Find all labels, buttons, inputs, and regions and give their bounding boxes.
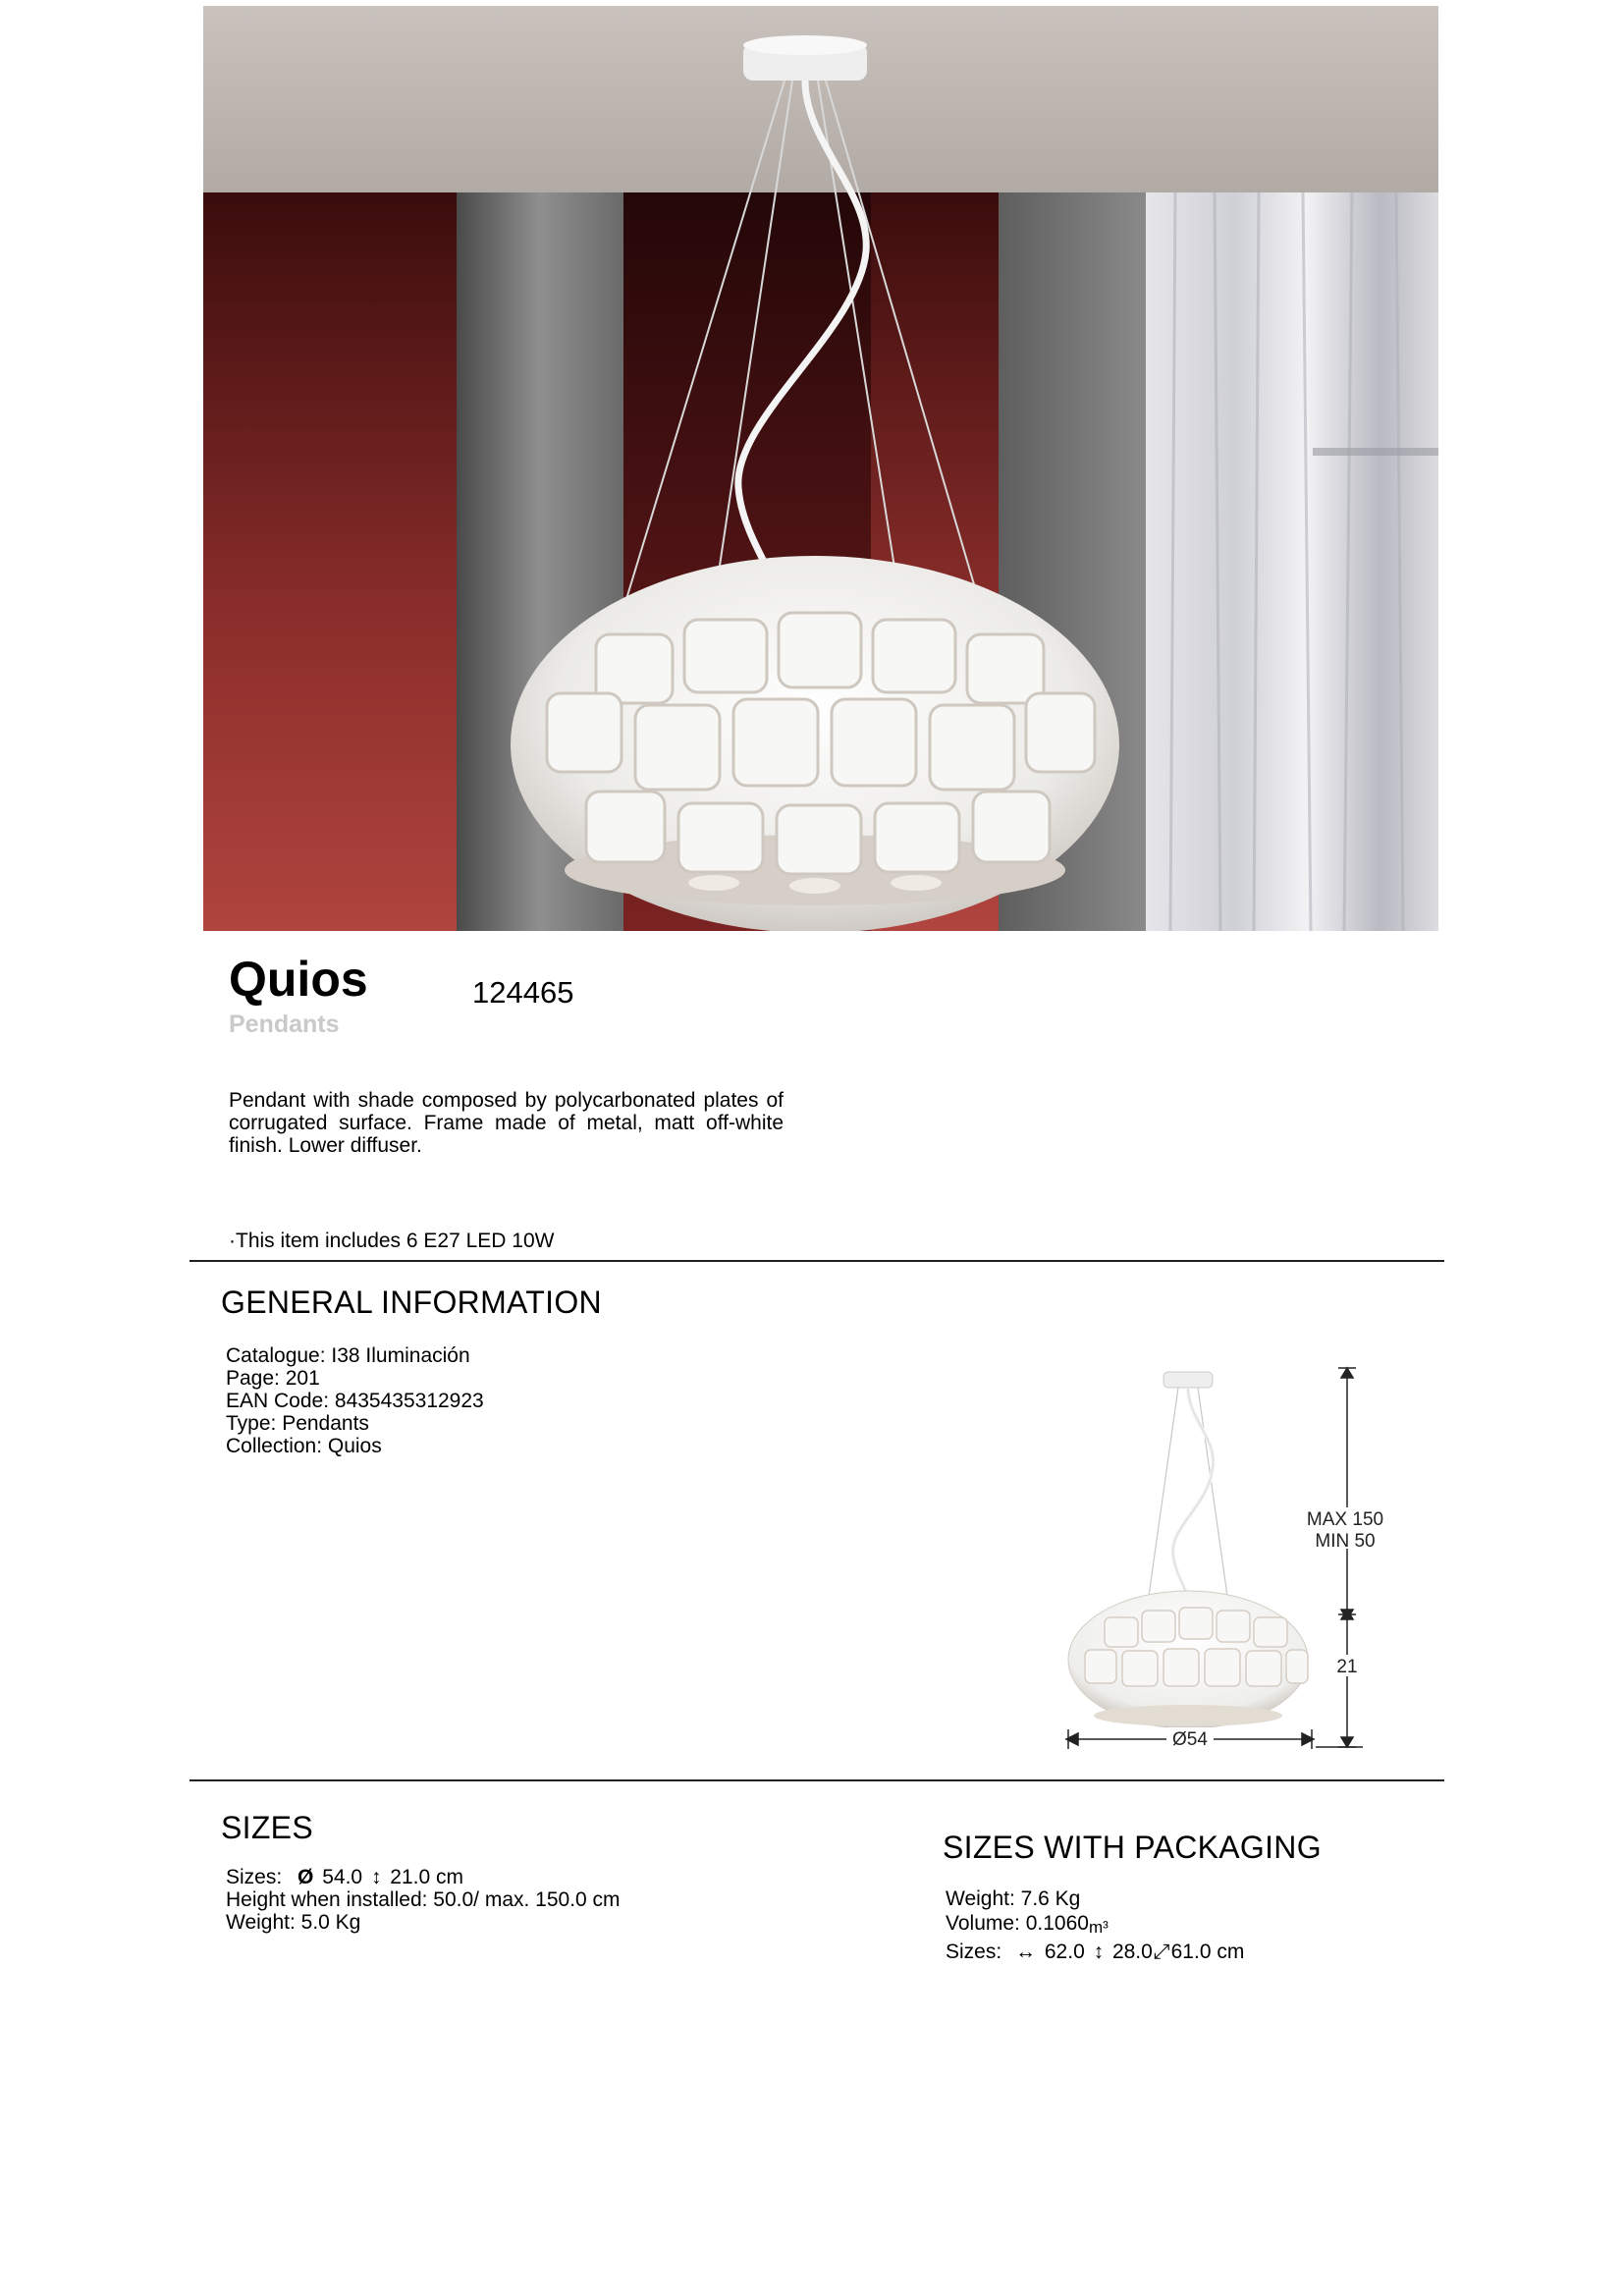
section-divider — [189, 1779, 1444, 1781]
packaging-height-value: 28.0 — [1111, 1941, 1153, 1963]
packaging-volume-line — [946, 1911, 1244, 1940]
product-photo — [203, 6, 1438, 931]
catalogue-line: Catalogue: I38 Iluminación — [226, 1344, 470, 1367]
packaging-list — [946, 1886, 1244, 1964]
sizes-line — [226, 1866, 621, 1888]
product-includes: ·This item includes 6 E27 LED 10W — [229, 1230, 555, 1252]
product-description: Pendant with shade composed by polycarbonated plates of corrugated surface. Frame made of metal, matt off-white finish. Lower diffuser. — [229, 1089, 784, 1157]
drawing-max-label: MAX 150 — [1306, 1509, 1384, 1530]
packaging-heading: SIZES WITH PACKAGING — [943, 1830, 1322, 1865]
width-arrow-icon: ↔ — [1015, 1941, 1037, 1963]
sizes-label: Sizes: — [226, 1866, 283, 1888]
installed-height-line: Height when installed: 50.0/ max. 150.0 cm — [226, 1888, 621, 1911]
product-category: Pendants — [229, 1011, 340, 1038]
depth-arrow-icon: ⤢ — [1153, 1941, 1170, 1963]
packaging-sizes-line — [946, 1940, 1244, 1964]
diameter-icon: Ø — [298, 1866, 314, 1888]
general-information-heading: GENERAL INFORMATION — [221, 1285, 602, 1320]
packaging-volume-value: Volume: 0.1060 — [946, 1912, 1089, 1935]
general-information-list — [226, 1344, 484, 1457]
dimension-drawing — [1051, 1360, 1404, 1753]
product-reference: 124465 — [472, 975, 574, 1010]
packaging-sizes-label: Sizes: — [946, 1941, 1002, 1963]
product-name: Quios — [229, 952, 368, 1007]
type-line: Type: Pendants — [226, 1412, 369, 1435]
drawing-height-label: 21 — [1336, 1657, 1358, 1677]
height-arrow-icon: ↕ — [1093, 1941, 1105, 1963]
page-line: Page: 201 — [226, 1367, 320, 1390]
ean-line: EAN Code: 8435435312923 — [226, 1390, 484, 1412]
packaging-weight-line: Weight: 7.6 Kg — [946, 1887, 1081, 1910]
volume-unit: m³ — [1088, 1918, 1109, 1937]
drawing-min-label: MIN 50 — [1315, 1531, 1376, 1552]
height-icon: ↕ — [370, 1866, 382, 1888]
weight-line: Weight: 5.0 Kg — [226, 1911, 361, 1934]
diameter-value: 54.0 — [322, 1866, 363, 1888]
collection-line: Collection: Quios — [226, 1435, 382, 1457]
sizes-heading: SIZES — [221, 1810, 313, 1845]
sizes-list — [226, 1866, 621, 1934]
height-value: 21.0 cm — [390, 1866, 463, 1888]
drawing-diameter-label: Ø54 — [1172, 1729, 1208, 1750]
section-divider — [189, 1260, 1444, 1262]
packaging-width-value: 62.0 — [1044, 1941, 1085, 1963]
packaging-depth-value: 61.0 cm — [1170, 1941, 1245, 1963]
